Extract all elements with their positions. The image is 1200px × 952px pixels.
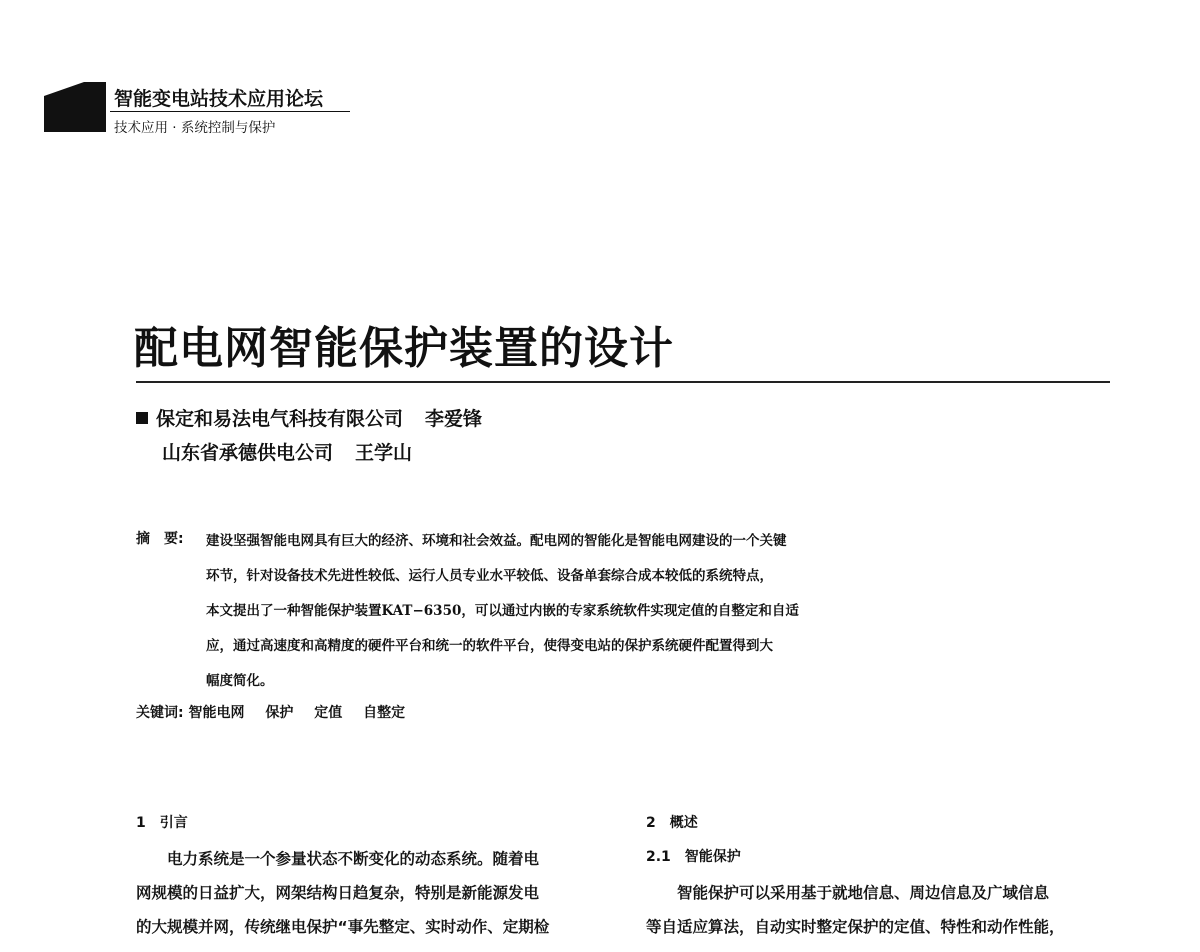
body-line: 电力系统是一个参量状态不断变化的动态系统。随着电 — [167, 850, 540, 868]
article-title: 配电网智能保护装置的设计 — [134, 323, 674, 374]
keyword: 定值 — [314, 705, 343, 721]
abstract-label: 摘 要: — [136, 531, 184, 547]
keyword: 智能电网 — [188, 705, 245, 721]
keywords — [136, 702, 421, 722]
journal-logo-block — [44, 82, 106, 132]
author-name: 王学山 — [355, 442, 413, 464]
journal-section-label: 技术应用 · 系统控制与保护 — [114, 120, 276, 136]
author-org: 保定和易法电气科技有限公司 — [156, 408, 404, 430]
keyword: 保护 — [265, 705, 294, 721]
journal-title: 智能变电站技术应用论坛 — [114, 88, 324, 110]
section-heading-intro: 1 引言 — [136, 815, 188, 831]
abstract-line: 环节，针对设备技术先进性较低、运行人员专业水平较低、设备单套综合成本较低的系统特点， — [206, 568, 773, 584]
author-org: 山东省承德供电公司 — [162, 442, 334, 464]
subsection-heading-smart-protection: 2.1 智能保护 — [646, 849, 741, 865]
abstract-line: 建设坚强智能电网具有巨大的经济、环境和社会效益。配电网的智能化是智能电网建设的一个关键 — [206, 533, 787, 549]
section-heading-overview: 2 概述 — [646, 815, 698, 831]
body-line: 等自适应算法，自动实时整定保护的定值、特性和动作性能， — [646, 918, 1065, 936]
body-line: 智能保护可以采用基于就地信息、周边信息及广域信息 — [677, 884, 1050, 902]
section-body-overview — [646, 876, 1116, 944]
title-divider — [136, 381, 1110, 383]
author-name: 李爱锋 — [425, 408, 483, 430]
abstract — [206, 524, 946, 699]
journal-divider — [110, 111, 350, 112]
bullet-square-icon — [136, 412, 148, 424]
abstract-line: 幅度简化。 — [206, 673, 274, 689]
author-line-2 — [162, 438, 412, 465]
section-body-intro — [136, 842, 606, 944]
abstract-line: 本文提出了一种智能保护装置KAT−6350，可以通过内嵌的专家系统软件实现定值的自整定和自适 — [206, 603, 799, 619]
keyword: 自整定 — [363, 705, 406, 721]
body-line: 网规模的日益扩大，网架结构日趋复杂，特别是新能源发电 — [136, 884, 540, 902]
body-line: 的大规模并网，传统继电保护“事先整定、实时动作、定期检 — [136, 918, 550, 936]
author-line-1 — [136, 404, 482, 431]
abstract-line: 应，通过高速度和高精度的硬件平台和统一的软件平台，使得变电站的保护系统硬件配置得到大 — [206, 638, 773, 654]
keywords-label: 关键词: — [136, 705, 184, 721]
